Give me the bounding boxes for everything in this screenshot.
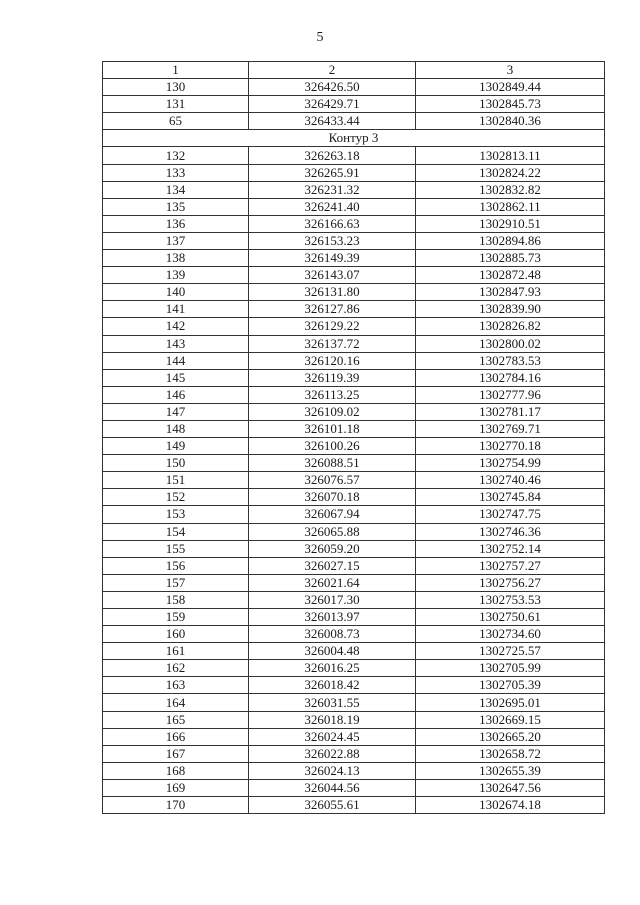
- point-number-cell: 148: [103, 420, 249, 437]
- point-number-cell: 134: [103, 181, 249, 198]
- y-coordinate-cell: 1302862.11: [416, 198, 605, 215]
- y-coordinate-cell: 1302910.51: [416, 215, 605, 232]
- table-row: [103, 660, 605, 677]
- y-coordinate-cell: 1302826.82: [416, 318, 605, 335]
- point-number-cell: 165: [103, 711, 249, 728]
- x-coordinate-cell: 326076.57: [249, 472, 416, 489]
- table-row: [103, 369, 605, 386]
- x-coordinate-cell: 326149.39: [249, 250, 416, 267]
- table-row: [103, 420, 605, 437]
- table-row: [103, 386, 605, 403]
- point-number-cell: 142: [103, 318, 249, 335]
- x-coordinate-cell: 326113.25: [249, 386, 416, 403]
- y-coordinate-cell: 1302752.14: [416, 540, 605, 557]
- section-title: Контур 3: [103, 130, 605, 147]
- point-number-cell: 164: [103, 694, 249, 711]
- y-coordinate-cell: 1302839.90: [416, 301, 605, 318]
- column-header-point: 1: [103, 62, 249, 79]
- x-coordinate-cell: 326131.80: [249, 284, 416, 301]
- point-number-cell: 137: [103, 232, 249, 249]
- y-coordinate-cell: 1302770.18: [416, 438, 605, 455]
- point-number-cell: 169: [103, 779, 249, 796]
- table-header-row: [103, 62, 605, 79]
- table-row: [103, 609, 605, 626]
- x-coordinate-cell: 326109.02: [249, 403, 416, 420]
- y-coordinate-cell: 1302734.60: [416, 626, 605, 643]
- table-row: [103, 557, 605, 574]
- point-number-cell: 132: [103, 147, 249, 164]
- table-row: [103, 677, 605, 694]
- y-coordinate-cell: 1302756.27: [416, 574, 605, 591]
- table-row: [103, 779, 605, 796]
- column-header-y: 3: [416, 62, 605, 79]
- y-coordinate-cell: 1302845.73: [416, 96, 605, 113]
- table-row: [103, 352, 605, 369]
- point-number-cell: 136: [103, 215, 249, 232]
- point-number-cell: 151: [103, 472, 249, 489]
- point-number-cell: 145: [103, 369, 249, 386]
- y-coordinate-cell: 1302832.82: [416, 181, 605, 198]
- x-coordinate-cell: 326088.51: [249, 455, 416, 472]
- table-row: [103, 489, 605, 506]
- y-coordinate-cell: 1302655.39: [416, 762, 605, 779]
- y-coordinate-cell: 1302695.01: [416, 694, 605, 711]
- x-coordinate-cell: 326166.63: [249, 215, 416, 232]
- y-coordinate-cell: 1302800.02: [416, 335, 605, 352]
- y-coordinate-cell: 1302647.56: [416, 779, 605, 796]
- point-number-cell: 162: [103, 660, 249, 677]
- point-number-cell: 170: [103, 797, 249, 814]
- y-coordinate-cell: 1302705.39: [416, 677, 605, 694]
- table-row: [103, 506, 605, 523]
- table-row: [103, 472, 605, 489]
- table-row: [103, 181, 605, 198]
- x-coordinate-cell: 326143.07: [249, 267, 416, 284]
- point-number-cell: 130: [103, 79, 249, 96]
- table-row: [103, 797, 605, 814]
- x-coordinate-cell: 326101.18: [249, 420, 416, 437]
- table-row: [103, 96, 605, 113]
- table-row: [103, 438, 605, 455]
- x-coordinate-cell: 326024.45: [249, 728, 416, 745]
- point-number-cell: 155: [103, 540, 249, 557]
- y-coordinate-cell: 1302824.22: [416, 164, 605, 181]
- y-coordinate-cell: 1302784.16: [416, 369, 605, 386]
- x-coordinate-cell: 326137.72: [249, 335, 416, 352]
- x-coordinate-cell: 326021.64: [249, 574, 416, 591]
- x-coordinate-cell: 326263.18: [249, 147, 416, 164]
- x-coordinate-cell: 326004.48: [249, 643, 416, 660]
- point-number-cell: 147: [103, 403, 249, 420]
- point-number-cell: 161: [103, 643, 249, 660]
- point-number-cell: 135: [103, 198, 249, 215]
- x-coordinate-cell: 326070.18: [249, 489, 416, 506]
- y-coordinate-cell: 1302781.17: [416, 403, 605, 420]
- y-coordinate-cell: 1302813.11: [416, 147, 605, 164]
- x-coordinate-cell: 326429.71: [249, 96, 416, 113]
- y-coordinate-cell: 1302750.61: [416, 609, 605, 626]
- table-row: [103, 762, 605, 779]
- x-coordinate-cell: 326265.91: [249, 164, 416, 181]
- point-number-cell: 143: [103, 335, 249, 352]
- y-coordinate-cell: 1302725.57: [416, 643, 605, 660]
- table-row: [103, 318, 605, 335]
- y-coordinate-cell: 1302674.18: [416, 797, 605, 814]
- x-coordinate-cell: 326027.15: [249, 557, 416, 574]
- table-row: [103, 164, 605, 181]
- y-coordinate-cell: 1302740.46: [416, 472, 605, 489]
- x-coordinate-cell: 326119.39: [249, 369, 416, 386]
- y-coordinate-cell: 1302658.72: [416, 745, 605, 762]
- table-row: [103, 455, 605, 472]
- y-coordinate-cell: 1302746.36: [416, 523, 605, 540]
- x-coordinate-cell: 326017.30: [249, 591, 416, 608]
- x-coordinate-cell: 326426.50: [249, 79, 416, 96]
- x-coordinate-cell: 326231.32: [249, 181, 416, 198]
- y-coordinate-cell: 1302769.71: [416, 420, 605, 437]
- table-row: [103, 232, 605, 249]
- table-row: [103, 591, 605, 608]
- table-row: [103, 79, 605, 96]
- table-row: [103, 523, 605, 540]
- y-coordinate-cell: 1302783.53: [416, 352, 605, 369]
- table-row: [103, 540, 605, 557]
- table-row: [103, 711, 605, 728]
- table-row: [103, 403, 605, 420]
- y-coordinate-cell: 1302669.15: [416, 711, 605, 728]
- x-coordinate-cell: 326024.13: [249, 762, 416, 779]
- x-coordinate-cell: 326044.56: [249, 779, 416, 796]
- table-row: [103, 643, 605, 660]
- y-coordinate-cell: 1302705.99: [416, 660, 605, 677]
- x-coordinate-cell: 326008.73: [249, 626, 416, 643]
- y-coordinate-cell: 1302849.44: [416, 79, 605, 96]
- point-number-cell: 153: [103, 506, 249, 523]
- point-number-cell: 166: [103, 728, 249, 745]
- x-coordinate-cell: 326018.42: [249, 677, 416, 694]
- y-coordinate-cell: 1302754.99: [416, 455, 605, 472]
- column-header-x: 2: [249, 62, 416, 79]
- x-coordinate-cell: 326059.20: [249, 540, 416, 557]
- point-number-cell: 144: [103, 352, 249, 369]
- y-coordinate-cell: 1302894.86: [416, 232, 605, 249]
- point-number-cell: 160: [103, 626, 249, 643]
- point-number-cell: 150: [103, 455, 249, 472]
- point-number-cell: 157: [103, 574, 249, 591]
- table-body: [103, 79, 605, 814]
- x-coordinate-cell: 326067.94: [249, 506, 416, 523]
- x-coordinate-cell: 326433.44: [249, 113, 416, 130]
- x-coordinate-cell: 326013.97: [249, 609, 416, 626]
- table-row: [103, 267, 605, 284]
- point-number-cell: 168: [103, 762, 249, 779]
- table-row: [103, 215, 605, 232]
- x-coordinate-cell: 326065.88: [249, 523, 416, 540]
- x-coordinate-cell: 326016.25: [249, 660, 416, 677]
- x-coordinate-cell: 326031.55: [249, 694, 416, 711]
- point-number-cell: 156: [103, 557, 249, 574]
- x-coordinate-cell: 326120.16: [249, 352, 416, 369]
- table-row: [103, 147, 605, 164]
- x-coordinate-cell: 326241.40: [249, 198, 416, 215]
- table-row: [103, 745, 605, 762]
- x-coordinate-cell: 326018.19: [249, 711, 416, 728]
- x-coordinate-cell: 326100.26: [249, 438, 416, 455]
- y-coordinate-cell: 1302757.27: [416, 557, 605, 574]
- table-row: [103, 574, 605, 591]
- y-coordinate-cell: 1302872.48: [416, 267, 605, 284]
- y-coordinate-cell: 1302665.20: [416, 728, 605, 745]
- x-coordinate-cell: 326153.23: [249, 232, 416, 249]
- page-number: 5: [316, 30, 324, 45]
- x-coordinate-cell: 326129.22: [249, 318, 416, 335]
- y-coordinate-cell: 1302847.93: [416, 284, 605, 301]
- y-coordinate-cell: 1302753.53: [416, 591, 605, 608]
- point-number-cell: 138: [103, 250, 249, 267]
- point-number-cell: 163: [103, 677, 249, 694]
- point-number-cell: 133: [103, 164, 249, 181]
- table-row: [103, 198, 605, 215]
- y-coordinate-cell: 1302777.96: [416, 386, 605, 403]
- point-number-cell: 159: [103, 609, 249, 626]
- table-row: [103, 284, 605, 301]
- x-coordinate-cell: 326127.86: [249, 301, 416, 318]
- table-row: [103, 250, 605, 267]
- section-row: [103, 130, 605, 147]
- point-number-cell: 149: [103, 438, 249, 455]
- table-row: [103, 301, 605, 318]
- point-number-cell: 146: [103, 386, 249, 403]
- table-row: [103, 113, 605, 130]
- x-coordinate-cell: 326022.88: [249, 745, 416, 762]
- table-row: [103, 728, 605, 745]
- point-number-cell: 158: [103, 591, 249, 608]
- x-coordinate-cell: 326055.61: [249, 797, 416, 814]
- table-row: [103, 694, 605, 711]
- point-number-cell: 141: [103, 301, 249, 318]
- point-number-cell: 139: [103, 267, 249, 284]
- y-coordinate-cell: 1302745.84: [416, 489, 605, 506]
- coordinates-table: [102, 61, 605, 814]
- y-coordinate-cell: 1302885.73: [416, 250, 605, 267]
- table-row: [103, 335, 605, 352]
- point-number-cell: 140: [103, 284, 249, 301]
- y-coordinate-cell: 1302747.75: [416, 506, 605, 523]
- point-number-cell: 152: [103, 489, 249, 506]
- point-number-cell: 154: [103, 523, 249, 540]
- point-number-cell: 167: [103, 745, 249, 762]
- y-coordinate-cell: 1302840.36: [416, 113, 605, 130]
- point-number-cell: 131: [103, 96, 249, 113]
- table-row: [103, 626, 605, 643]
- point-number-cell: 65: [103, 113, 249, 130]
